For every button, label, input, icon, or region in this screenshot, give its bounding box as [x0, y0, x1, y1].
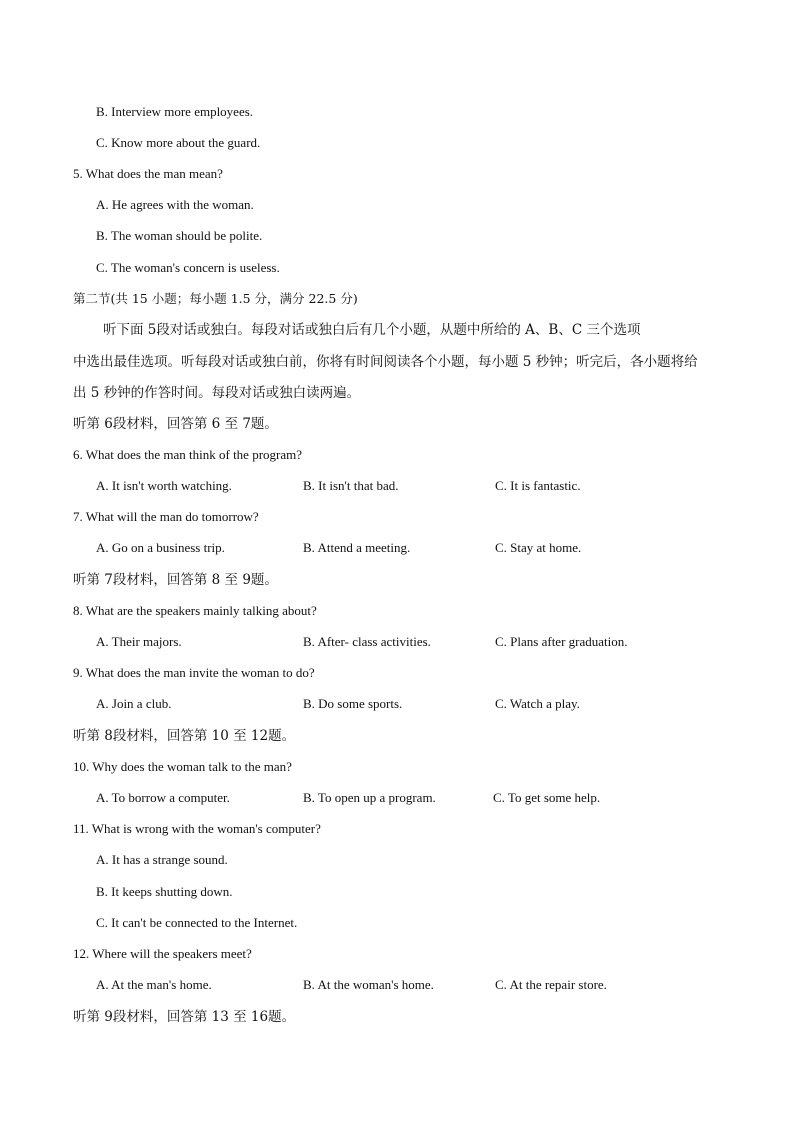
q12-option-a: A. At the man's home. [96, 977, 212, 992]
q12-option-c: C. At the repair store. [495, 977, 607, 992]
q10-option-c: C. To get some help. [493, 790, 601, 805]
q12-option-b: B. At the woman's home. [303, 977, 434, 992]
instructions-line-2: 中选出最佳选项。听每段对话或独白前，你将有时间阅读各个小题，每小题 5 秒钟；听完后，各小题将给 [73, 354, 698, 370]
question-9: 9. What does the man invite the woman to do? [73, 665, 315, 680]
q5-option-a: A. He agrees with the woman. [96, 197, 254, 212]
q8-option-c: C. Plans after graduation. [495, 634, 628, 649]
material-9-heading: 听第 9段材料，回答第 13 至 16题。 [73, 1009, 296, 1025]
q5-option-b: B. The woman should be polite. [96, 228, 263, 243]
section-heading: 第二节(共 15 小题；每小题 1.5 分，满分 22.5 分) [73, 291, 358, 306]
material-6-heading: 听第 6段材料，回答第 6 至 7题。 [73, 416, 278, 432]
q9-option-a: A. Join a club. [96, 696, 172, 711]
q10-option-b: B. To open up a program. [303, 790, 436, 805]
question-12: 12. Where will the speakers meet? [73, 946, 252, 961]
q11-option-b: B. It keeps shutting down. [96, 884, 233, 899]
material-7-heading: 听第 7段材料，回答第 8 至 9题。 [73, 572, 278, 588]
question-7: 7. What will the man do tomorrow? [73, 509, 259, 524]
q6-option-b: B. It isn't that bad. [303, 478, 399, 493]
question-5: 5. What does the man mean? [73, 166, 223, 181]
q6-option-a: A. It isn't worth watching. [96, 478, 232, 493]
question-10: 10. Why does the woman talk to the man? [73, 759, 292, 774]
instructions-line-1: 听下面 5段对话或独白。每段对话或独白后有几个小题，从题中所给的 A、B、C 三个选项 [103, 322, 641, 338]
q4-option-c: C. Know more about the guard. [96, 135, 261, 150]
q10-option-a: A. To borrow a computer. [96, 790, 230, 805]
q7-option-b: B. Attend a meeting. [303, 540, 411, 555]
question-6: 6. What does the man think of the program? [73, 447, 303, 462]
q7-option-a: A. Go on a business trip. [96, 540, 225, 555]
material-8-heading: 听第 8段材料，回答第 10 至 12题。 [73, 728, 296, 744]
q7-option-c: C. Stay at home. [495, 540, 582, 555]
q6-option-c: C. It is fantastic. [495, 478, 581, 493]
q9-option-b: B. Do some sports. [303, 696, 403, 711]
question-11: 11. What is wrong with the woman's computer? [73, 821, 321, 836]
question-8: 8. What are the speakers mainly talking about? [73, 603, 317, 618]
q4-option-b: B. Interview more employees. [96, 104, 254, 119]
q11-option-c: C. It can't be connected to the Internet. [96, 915, 298, 930]
q9-option-c: C. Watch a play. [495, 696, 580, 711]
q8-option-a: A. Their majors. [96, 634, 182, 649]
q5-option-c: C. The woman's concern is useless. [96, 260, 280, 275]
q11-option-a: A. It has a strange sound. [96, 852, 228, 867]
instructions-line-3: 出 5 秒钟的作答时间。每段对话或独白读两遍。 [73, 385, 361, 401]
q8-option-b: B. After- class activities. [303, 634, 431, 649]
